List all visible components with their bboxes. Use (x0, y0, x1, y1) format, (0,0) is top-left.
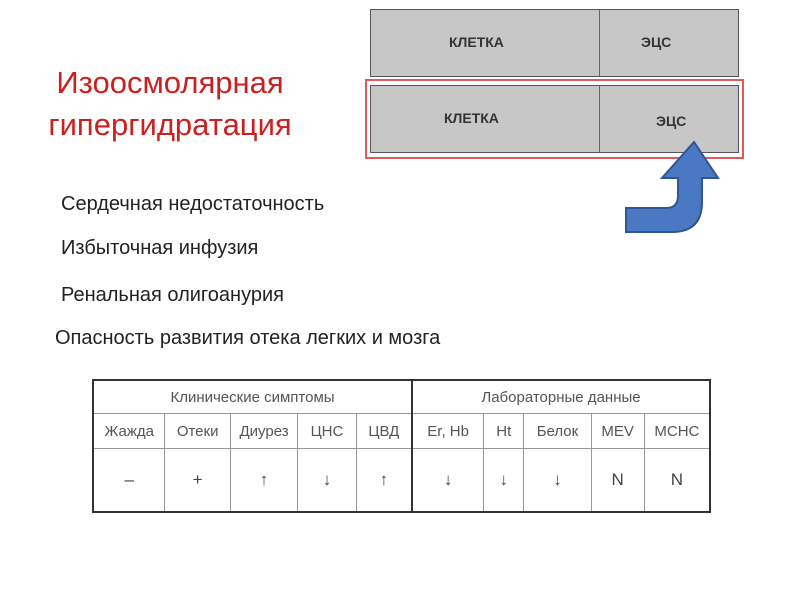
column-header: Ht (484, 414, 524, 449)
value-cell: N (644, 449, 710, 513)
value-cell: ↓ (412, 449, 484, 513)
danger-note: Опасность развития отека легких и мозга (55, 327, 441, 349)
cell-label: КЛЕТКА (449, 34, 504, 50)
value-cell: – (93, 449, 165, 513)
normal-compartment-bar (370, 9, 739, 77)
value-cell: ↓ (524, 449, 591, 513)
cell-label: КЛЕТКА (444, 110, 499, 126)
column-header: Белок (524, 414, 591, 449)
page-title (0, 62, 340, 146)
ecs-label: ЭЦС (641, 34, 672, 50)
column-header: Er, Hb (412, 414, 484, 449)
value-cell: ↓ (298, 449, 356, 513)
cause-excess-infusion: Избыточная инфузия (61, 237, 259, 259)
value-cell: ↓ (484, 449, 524, 513)
cause-heart-failure: Сердечная недостаточность (61, 193, 325, 215)
group-lab-data: Лабораторные данные (412, 380, 710, 414)
column-header: Отеки (165, 414, 230, 449)
column-header: MCHC (644, 414, 710, 449)
compartment-divider (599, 86, 600, 152)
ecs-label: ЭЦС (656, 113, 687, 129)
compartment-divider (599, 10, 600, 76)
column-header: ЦНС (298, 414, 356, 449)
value-cell: ↑ (230, 449, 297, 513)
curved-up-arrow-icon (620, 138, 720, 238)
value-cell: + (165, 449, 230, 513)
column-header: ЦВД (356, 414, 412, 449)
column-header: MEV (591, 414, 644, 449)
cause-renal-oliguria: Ренальная олигоанурия (61, 284, 284, 306)
title-line-2: гипергидратация (48, 107, 292, 142)
title-line-1: Изоосмолярная (56, 65, 284, 100)
column-header: Жажда (93, 414, 165, 449)
value-cell: ↑ (356, 449, 412, 513)
value-cell: N (591, 449, 644, 513)
group-clinical-symptoms: Клинические симптомы (93, 380, 412, 414)
column-header: Диурез (230, 414, 297, 449)
symptoms-table (92, 379, 711, 513)
